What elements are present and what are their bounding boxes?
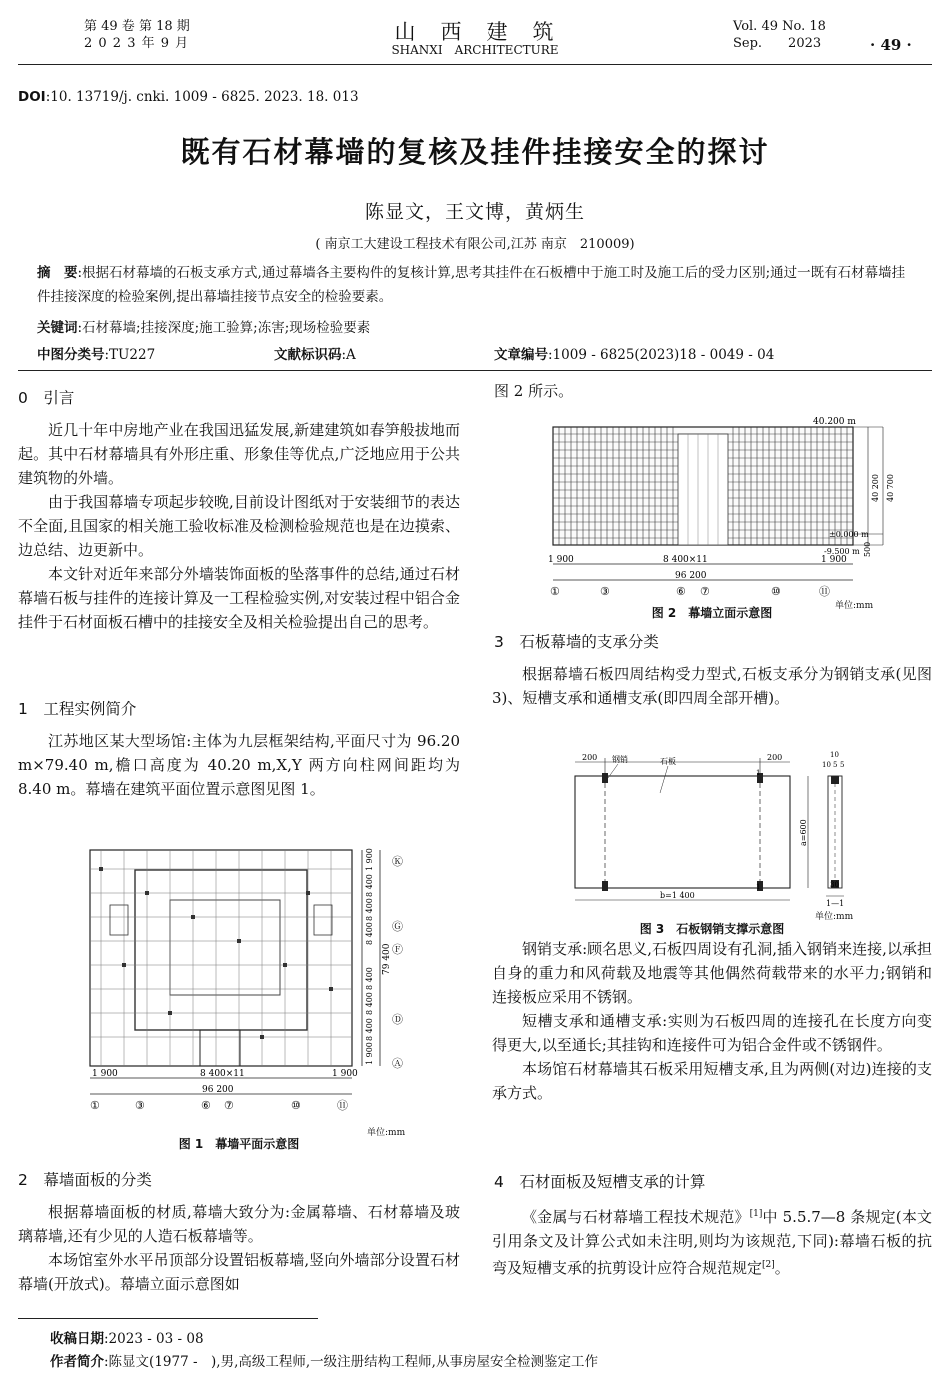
author-bio-label: 作者简介: [50, 1354, 104, 1370]
fig3-label-pin: 钢销: [612, 755, 628, 764]
fig2-dim-mid: 8 400×11: [663, 555, 708, 565]
paragraph: 由于我国幕墙专项起步较晚,目前设计图纸对于安装细节的表达不全面,且国家的相关施工验收标准及检测检验规范也是在边摸索、边总结、边更新中。: [18, 493, 460, 559]
fig3-sec-mark: 1: [756, 883, 761, 891]
date-cn: 2 0 2 3 年 9 月: [84, 36, 190, 51]
paragraph: 本场馆室外水平吊顶部分设置铝板幕墙,竖向外墙部分设置石材幕墙(开放式)。幕墙立面示意图如: [18, 1251, 460, 1293]
paragraph: 根据幕墙石板四周结构受力型式,石板支承分为钢销支承(见图 3)、短槽支承和通槽支承(即四周全部开槽)。: [492, 665, 932, 707]
fig1-axis-x-label: ⑪: [337, 1099, 348, 1112]
fig3-dim-5b: 5: [840, 761, 845, 769]
fig1-dim-right-5: 8 400: [365, 967, 374, 990]
article-no: [494, 343, 774, 363]
paragraph: 短槽支承和通槽支承:实则为石板四周的连接孔在长度方向变得更大,以至通长;其挂钩和连接件可为铝合金件或不锈钢件。: [492, 1012, 932, 1054]
clc-label: 中图分类号: [37, 347, 105, 363]
fig1-dim-total: 96 200: [202, 1085, 234, 1095]
paragraph: 钢销支承:顾名思义,石板四周设有孔洞,插入钢销来连接,以承担自身的重力和风荷载及地震等其他偶然荷载带来的水平力;钢销和连接板应采用不锈钢。: [492, 940, 932, 1006]
keywords-label: 关键词: [37, 320, 78, 336]
section-3-body-a: [492, 662, 932, 710]
paragraph: 近几十年中房地产业在我国迅猛发展,新建建筑如春笋般拔地而起。其中石材幕墙具有外形庄重、形象佳等优点,广泛地应用于公共建筑物的外墙。: [18, 421, 460, 487]
fig1-dim-right-7: 8 400: [365, 1018, 374, 1041]
section-4-title: 4 石材面板及短槽支承的计算: [494, 1173, 706, 1191]
fig1-axis-y-label: Ⓐ: [392, 1057, 403, 1070]
section-1-body: [18, 729, 460, 801]
fig3-dim-b: b=1 400: [660, 891, 695, 900]
figure-2-elevation: [538, 412, 918, 602]
paragraph-text: 中 5.5.7—8 条规定(本文引用条文及计算公式如未注明,则均为该规范,下同):幕墙石板的抗弯及短槽支承的抗剪设计应符合规范规定: [492, 1208, 932, 1277]
section-0-title: 0 引言: [18, 389, 75, 407]
fig1-dim-right-3: 8 400: [365, 898, 374, 921]
fig1-dim-mid: 8 400×11: [200, 1069, 245, 1079]
doi-label: DOI: [18, 89, 46, 105]
clc-value: :TU227: [104, 347, 156, 363]
fig3-dim-10b: 10: [822, 761, 831, 769]
doc-code-value: :A: [341, 347, 356, 363]
fig1-dim-right-1: 1 900: [365, 848, 374, 871]
fig3-sec-mark: 1: [756, 769, 761, 777]
fig2-axis-x-label: ⑦: [700, 585, 710, 598]
keywords-text: :石材幕墙;挂接深度;施工验算;冻害;现场检验要素: [77, 320, 371, 336]
fig1-dim-right: 1 900: [332, 1069, 358, 1079]
keywords: [37, 316, 370, 336]
fig3-unit: 单位:mm: [815, 912, 854, 922]
fig2-dim-right: 1 900: [821, 555, 847, 565]
section-0-body: [18, 418, 460, 634]
received-date: [50, 1327, 204, 1347]
fig2-axis-x-label: ⑩: [771, 585, 781, 598]
fig1-axis-x-label: ①: [90, 1099, 100, 1112]
doc-code: [274, 343, 356, 363]
figure-1-plan: [80, 845, 415, 1115]
fig3-dim-30: 30: [830, 881, 839, 889]
fig2-dim-h1: 40 200: [871, 474, 880, 502]
fig2-zero-level: ±0.000 m: [829, 530, 869, 539]
fig2-dim-left: 1 900: [548, 555, 574, 565]
fig3-label-stone: 石板: [660, 757, 676, 766]
fig1-dim-right-8: 1 900: [365, 1042, 374, 1065]
fig1-axis-x-label: ⑦: [224, 1099, 234, 1112]
fig2-top-level: 40.200 m: [813, 417, 856, 427]
volume-en: Vol. 49 No. 18: [733, 19, 826, 34]
section-2-title: 2 幕墙面板的分类: [18, 1171, 152, 1189]
fig3-dim-a: a=600: [799, 819, 808, 846]
authors: 陈显文，王文博，黄炳生: [364, 201, 585, 223]
paragraph-text: 《金属与石材幕墙工程技术规范》: [522, 1208, 750, 1226]
clc: [37, 343, 155, 363]
author-bio-value: :陈显文(1977 - ),男,高级工程师,一级注册结构工程师,从事房屋安全检测鉴定工作: [104, 1354, 598, 1370]
fig2-axis-x-label: ①: [550, 585, 560, 598]
fig2-axis-x-label: ⑪: [819, 585, 830, 598]
article-no-value: :1009 - 6825(2023)18 - 0049 - 04: [548, 347, 775, 363]
section-2-body: [18, 1200, 460, 1296]
fig1-dim-left: 1 900: [92, 1069, 118, 1079]
paragraph-text: 。: [774, 1259, 790, 1277]
fig1-axis-y-label: Ⓖ: [392, 920, 403, 933]
abstract-rule: [18, 370, 932, 371]
figure-3-stone-pin: [560, 748, 870, 918]
doi: [18, 89, 359, 105]
fig1-axis-x-label: ③: [135, 1099, 145, 1112]
fig3-dim-10a: 10: [830, 751, 839, 759]
fig1-axis-x-label: ⑥: [201, 1099, 211, 1112]
paragraph: 本文针对近年来部分外墙装饰面板的坠落事件的总结,通过石材幕墙石板与挂件的连接计算及一工程检验实例,对安装过程中铝合金挂件于石材面板石槽中的挂接安全及相关检验提出自己的思考。: [18, 565, 460, 631]
fig3-dim-5: 5: [833, 761, 838, 769]
fig2-bottom-level: -9.500 m: [824, 547, 860, 556]
figure-2-caption: 图 2 幕墙立面示意图: [651, 606, 773, 620]
fig3-sec-label: 1—1: [826, 899, 845, 908]
fig1-dim-right-2: 8 400: [365, 874, 374, 897]
paragraph: [492, 1202, 932, 1280]
author-bio: [50, 1350, 598, 1370]
fig2-dim-h3: 500: [863, 541, 872, 557]
paragraph: 本场馆石材幕墙其石板采用短槽支承,且为两侧(对边)连接的支承方式。: [492, 1060, 932, 1102]
date-en: Sep. 2023: [733, 36, 822, 51]
article-no-label: 文章编号: [494, 347, 548, 363]
fig1-dim-total-right: 79 400: [382, 943, 392, 975]
fig1-unit: 单位:mm: [367, 1128, 406, 1138]
section-4-body: [492, 1202, 932, 1280]
fig2-dim-h2: 40 700: [886, 474, 895, 502]
fig3-dim-200-left: 200: [582, 753, 598, 762]
citation: [1]: [749, 1209, 763, 1219]
header-rule: [18, 64, 932, 65]
affiliation: ( 南京工大建设工程技术有限公司,江苏 南京 210009): [315, 237, 635, 252]
section-1-title: 1 工程实例简介: [18, 700, 137, 718]
section-3-title: 3 石板幕墙的支承分类: [494, 633, 659, 651]
continued-text: 图 2 所示。: [494, 382, 574, 400]
fig1-axis-y-label: Ⓓ: [392, 1013, 403, 1026]
doi-value: :10. 13719/j. cnki. 1009 - 6825. 2023. 18. 013: [45, 89, 359, 105]
fig1-axis-x-label: ⑩: [291, 1099, 301, 1112]
fig2-axis-x-label: ③: [600, 585, 610, 598]
fig1-axis-y-label: Ⓚ: [392, 855, 403, 868]
fig1-axis-y-label: Ⓕ: [392, 943, 403, 956]
abstract: [37, 261, 917, 309]
page-number: · 49 ·: [870, 36, 912, 54]
fig1-dim-right-4: 8 400: [365, 922, 374, 945]
figure-1-caption: 图 1 幕墙平面示意图: [178, 1137, 300, 1151]
received-value: :2023 - 03 - 08: [104, 1331, 204, 1347]
article-title: 既有石材幕墙的复核及挂件挂接安全的探讨: [180, 135, 770, 169]
fig3-dim-200-right: 200: [767, 753, 783, 762]
figure-3-caption: 图 3 石板钢销支撑示意图: [639, 922, 785, 936]
received-label: 收稿日期: [50, 1331, 104, 1347]
citation: [2]: [762, 1260, 775, 1270]
fig1-dim-right-6: 8 400: [365, 992, 374, 1015]
section-3-body-b: [492, 937, 932, 1105]
abstract-label: 摘 要: [37, 265, 78, 281]
abstract-text: :根据石材幕墙的石板支承方式,通过幕墙各主要构件的复核计算,思考其挂件在石板槽中于施工时及施工后的受力区别;通过一既有石材幕墙挂件挂接深度的检验案例,提出幕墙挂接节点安全的检验要素。: [37, 265, 906, 305]
journal-title-cn: 山 西 建 筑: [394, 20, 556, 44]
journal-title-en: SHANXI ARCHITECTURE: [391, 43, 559, 57]
doc-code-label: 文献标识码: [274, 347, 342, 363]
paragraph: 根据幕墙面板的材质,幕墙大致分为:金属幕墙、石材幕墙及玻璃幕墙,还有少见的人造石板幕墙等。: [18, 1203, 460, 1245]
fig2-axis-x-label: ⑥: [676, 585, 686, 598]
footnote-rule: [18, 1318, 318, 1319]
paragraph: 江苏地区某大型场馆:主体为九层框架结构,平面尺寸为 96.20 m×79.40 m,檐口高度为 40.20 m,X,Y 两方向柱网间距均为 8.40 m。幕墙在建筑平面位置示意图见图 1。: [18, 732, 460, 798]
fig2-unit: 单位:mm: [835, 601, 874, 611]
fig2-dim-total: 96 200: [675, 571, 707, 581]
volume-cn: 第 49 卷 第 18 期: [84, 19, 190, 34]
